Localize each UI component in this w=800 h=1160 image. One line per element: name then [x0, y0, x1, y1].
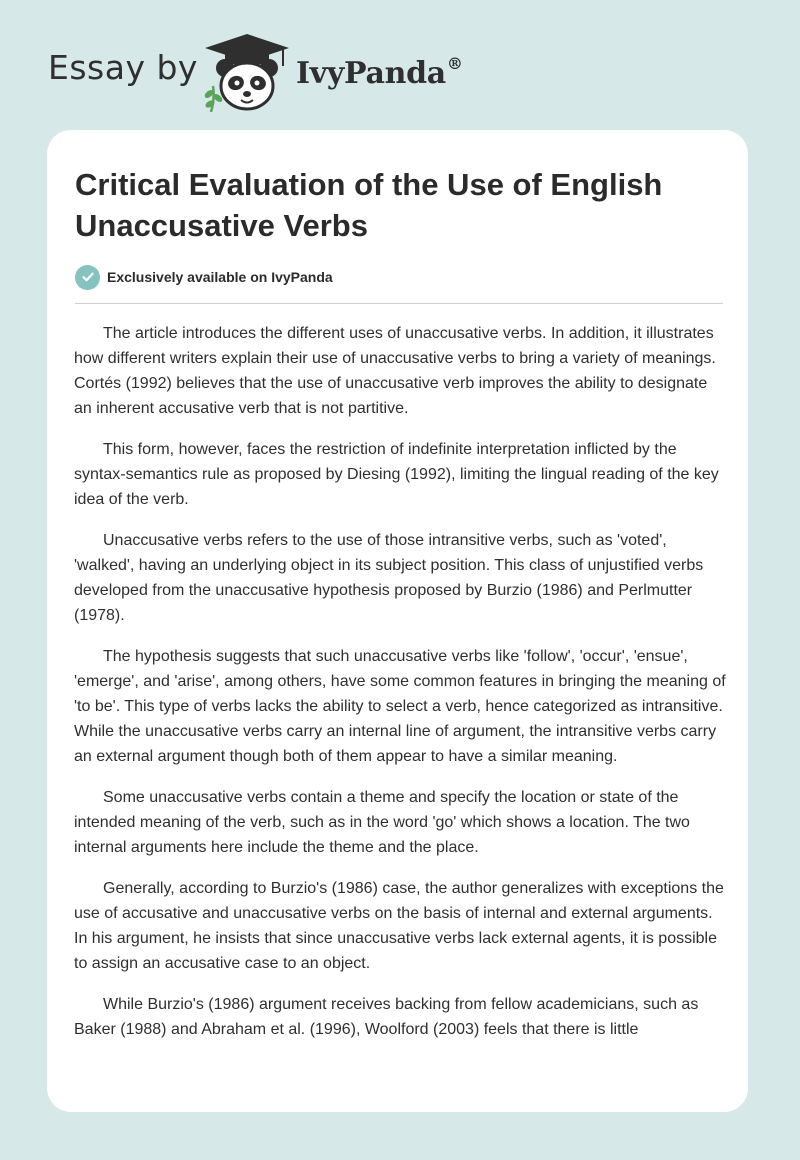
brand-name[interactable]: IvyPanda® [296, 54, 463, 91]
site-header [48, 30, 508, 110]
exclusive-label: Exclusively available on IvyPanda [107, 269, 333, 285]
paragraph: Generally, according to Burzio's (1986) case, the author generalizes with exceptions the use of accusative and unaccusative verbs on the basis of internal and external arguments. In his argument, he insists that since unaccusative verbs lack external agents, it is possible to assign an accusative case to an object. [74, 880, 724, 972]
essay-card [47, 130, 748, 1112]
page-title: Critical Evaluation of the Use of English Unaccusative Verbs [75, 167, 663, 243]
paragraph: The article introduces the different uses of unaccusative verbs. In addition, it illustrates how different writers explain their use of unaccusative verbs to bring a variety of meanings. Cortés (1992) believes that the use of unaccusative verb improves the ability to designate an inherent accusative verb that is not partitive. [74, 325, 716, 417]
paragraph: The hypothesis suggests that such unaccusative verbs like 'follow', 'occur', 'ensue', 'emerge', and 'arise', among others, have some common features in bringing the meaning of 'to be'. This type of verbs lacks the ability to select a verb, hence categorized as intransitive. While the unaccusative verbs carry an internal line of argument, the intransitive verbs carry an external argument though both of them appear to have a similar meaning. [74, 648, 726, 765]
essay-body [74, 321, 726, 1058]
ivypanda-logo-icon[interactable] [201, 32, 293, 112]
paragraph: Unaccusative verbs refers to the use of those intransitive verbs, such as 'voted', 'walked', having an underlying object in its subject position. This class of unjustified verbs developed from the unaccusative hypothesis proposed by Burzio (1986) and Perlmutter (1978). [74, 532, 704, 624]
exclusive-badge [75, 264, 333, 290]
paragraph: This form, however, faces the restriction of indefinite interpretation inflicted by the syntax-semantics rule as proposed by Diesing (1992), limiting the lingual reading of the key idea of the verb. [74, 441, 719, 508]
paragraph: While Burzio's (1986) argument receives backing from fellow academicians, such as Baker (1988) and Abraham et al. (1996), Woolford (2003) feels that there is little [74, 996, 699, 1038]
essay-by-label: Essay by [48, 48, 198, 87]
registered-mark: ® [446, 54, 463, 73]
paragraph: Some unaccusative verbs contain a theme and specify the location or state of the intended meaning of the verb, such as in the word 'go' which shows a location. The two internal arguments here include the theme and the place. [74, 789, 690, 856]
divider [75, 303, 723, 304]
check-circle-icon [75, 265, 100, 290]
